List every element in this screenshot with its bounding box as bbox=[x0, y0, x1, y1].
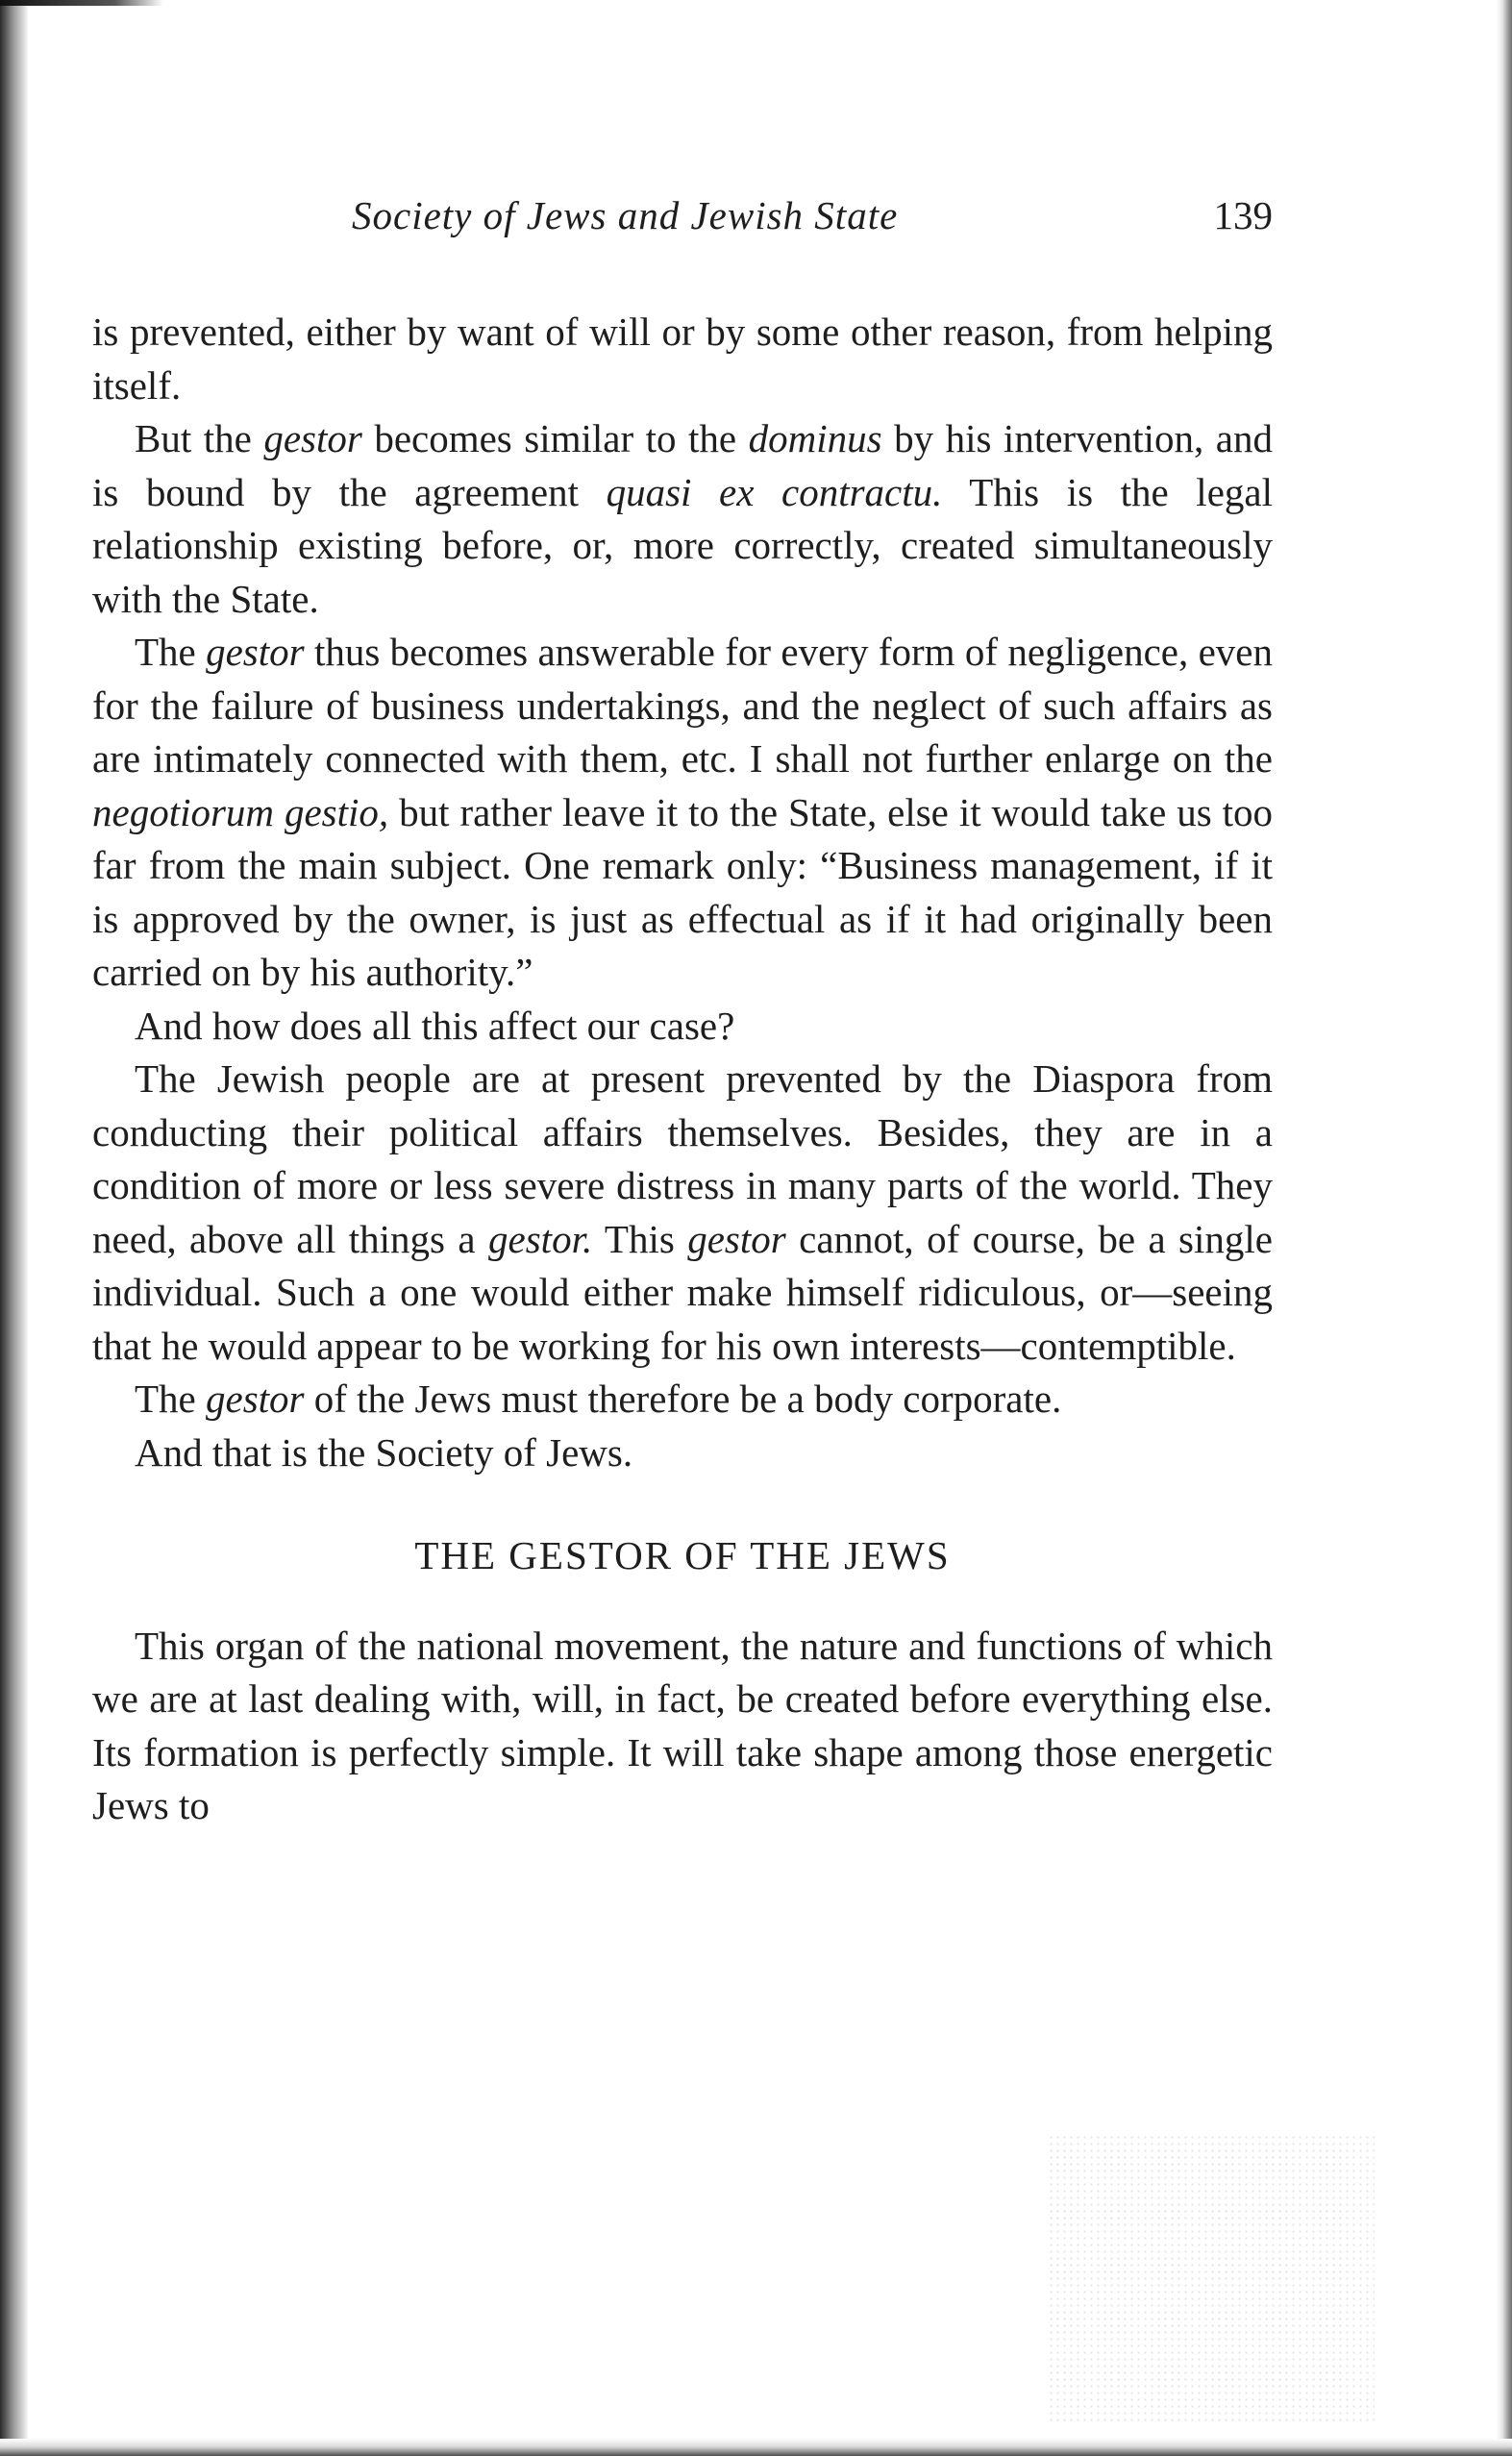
scan-shadow-bottom bbox=[0, 2439, 1512, 2456]
text-run: The bbox=[135, 630, 207, 674]
text-run: becomes similar to the bbox=[361, 416, 749, 460]
text-run: And that is the Society of Jews. bbox=[135, 1429, 633, 1475]
section-paragraph-list bbox=[92, 1620, 1273, 1833]
text-run: This bbox=[592, 1216, 688, 1261]
scan-shadow-left bbox=[0, 0, 29, 2456]
italic-term: dominus bbox=[748, 416, 882, 460]
paragraph bbox=[92, 1053, 1273, 1373]
italic-term: gestor. bbox=[488, 1216, 593, 1261]
italic-term: negotiorum gestio, bbox=[92, 789, 389, 834]
text-run: This is the legal relationship existing before, or, more correctly, created simultaneously with the State. bbox=[92, 469, 1273, 621]
italic-term: gestor bbox=[206, 630, 305, 674]
paragraph bbox=[92, 1373, 1273, 1426]
section-heading: THE GESTOR OF THE JEWS bbox=[414, 1533, 951, 1577]
paragraph bbox=[92, 1000, 1273, 1054]
scan-shadow-top bbox=[0, 0, 163, 6]
text-run: but rather leave it to the State, else it would take us too far from the main subject. One remark only: “Business management, if it is approved by the owner, is just as effectual as if it had originally been carried on by his authority.” bbox=[92, 789, 1273, 994]
text-run: The Jewish people are at present prevented by the Diaspora from conducting their political affairs themselves. Besides, they are in a condition of more or less severe distress in many parts of the world. They need, above all things a bbox=[92, 1056, 1273, 1261]
page-number: 139 bbox=[1213, 193, 1273, 237]
italic-term: gestor bbox=[687, 1216, 786, 1261]
text-run: is prevented, either by want of will or by some other reason, from helping itself. bbox=[92, 310, 1273, 408]
paragraph bbox=[92, 626, 1273, 1000]
paragraph bbox=[92, 1620, 1273, 1833]
text-run: cannot, of course, be a single individual. Such a one would either make himself ridiculous, or—seeing that he would appear to be working for his own interests—contemptible. bbox=[92, 1216, 1273, 1368]
paragraph bbox=[92, 412, 1273, 626]
text-run: And how does all this affect our case? bbox=[135, 1003, 735, 1048]
italic-term: quasi ex contractu. bbox=[606, 469, 943, 514]
text-run: This organ of the national movement, the nature and functions of which we are at last dealing with, will, in fact, be created before everything else. Its formation is perfectly simple. It will take shape among those energetic Jews to bbox=[92, 1623, 1273, 1827]
text-run: But the bbox=[135, 416, 264, 460]
page-header bbox=[92, 192, 1273, 250]
paragraph bbox=[92, 306, 1273, 412]
italic-term: gestor bbox=[206, 1377, 305, 1421]
paper-texture bbox=[1048, 2134, 1375, 2422]
paragraph-list bbox=[92, 306, 1273, 1479]
running-head: Society of Jews and Jewish State bbox=[352, 193, 899, 237]
paragraph bbox=[92, 1426, 1273, 1480]
scan-shadow-right bbox=[1497, 0, 1512, 2456]
italic-term: gestor bbox=[263, 416, 362, 460]
text-run: thus becomes answerable for every form of negligence, even for the failure of business undertakings, and the neglect of such affairs as are intimately connected with them, etc. I shall not further enlarge on the bbox=[92, 630, 1273, 781]
text-run: by his intervention, and is bound by the agreement bbox=[92, 416, 1273, 514]
text-run: The bbox=[135, 1377, 206, 1421]
body-text bbox=[92, 306, 1273, 1833]
text-run: of the Jews must therefore be a body corporate. bbox=[304, 1377, 1062, 1421]
